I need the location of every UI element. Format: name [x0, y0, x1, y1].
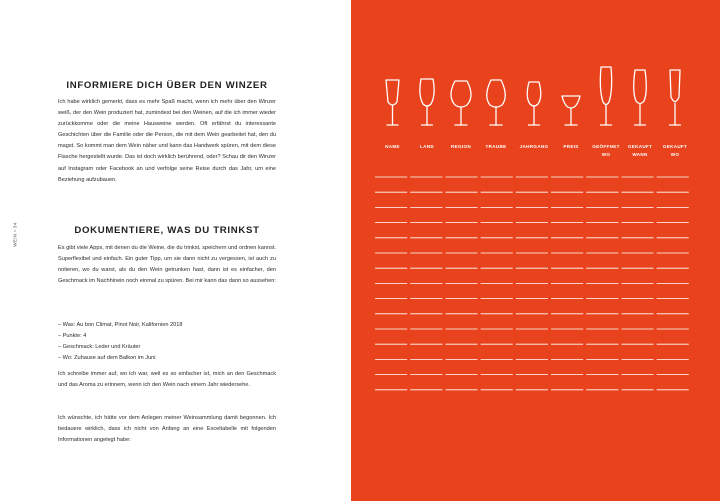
- section-winzer-heading: [58, 80, 276, 91]
- column-header: PREIS: [563, 144, 579, 149]
- right-page-wine-table: [351, 0, 720, 501]
- wine-note-example-list: [58, 320, 276, 364]
- column-header: TRAUBE: [485, 144, 507, 149]
- column-header: REGION: [451, 144, 471, 149]
- column-header: NAME: [385, 144, 400, 149]
- list-item: – Was: Au bon Climat, Pinot Noir, Kalifornien 2018: [58, 322, 183, 328]
- section-winzer-text: Ich habe wirklich gemerkt, dass es mehr Spaß macht, wenn ich mehr über den Winzer weiß, der den Wein produziert hat, zumindest bei den Weinen, auf die ich immer wieder zurückkomme oder die meine Hausweine werden. Oft erfährst du interessante Geschichten über die Familie oder die Person, die mit dem Wein gearbeitet hat, den du magst. So kommt man dem Wein näher und kann das Handwerk spüren, mit dem diese Flasche hergestellt wurde. Das ist doch wirklich berührend, oder? Schau dir den Winzer auf Instagram oder Facebook an und verfolge seine Reise durch das Jahr, um eine Beziehung aufzubauen.: [58, 99, 276, 183]
- section-dokumentiere-text-2: Ich schreibe immer auf, wo ich war, weil es so einfacher ist, mich an den Geschmack und das Aroma zu erinnern, wenn ich den Wein nach einem Jahr wiedersehe.: [58, 371, 276, 389]
- list-item: – Punkte: 4: [58, 333, 87, 340]
- wine-table-lines: [351, 0, 720, 501]
- column-header: LAND: [420, 144, 434, 149]
- column-header: GEKAUFT WO: [662, 144, 688, 157]
- column-header: JAHRGANG: [519, 144, 549, 149]
- section-dokumentiere-heading: [58, 225, 276, 236]
- list-item: – Geschmack: Leder und Kräuter: [58, 344, 141, 351]
- left-page: [0, 0, 351, 501]
- column-header: GEÖFFNET WO: [592, 144, 620, 157]
- list-item: – Wo: Zuhause auf dem Balkon im Juni: [58, 355, 156, 362]
- page-number-label: WEIN • 34: [12, 222, 18, 247]
- column-header: GEKAUFT WANN: [627, 144, 653, 157]
- section-winzer-title: INFORMIERE DICH ÜBER DEN WINZER: [66, 80, 268, 91]
- section-dokumentiere-title: DOKUMENTIERE, WAS DU TRINKST: [74, 225, 260, 236]
- section-dokumentiere-text-3: Ich wünschte, ich hätte vor dem Anlegen meiner Weinsammlung damit begonnen. Ich bedauere wirklich, dass ich nicht von Anfang an eine Exceltabelle mit folgenden Informationen angelegt habe:: [58, 415, 276, 444]
- section-dokumentiere-text: Es gibt viele Apps, mit denen du die Weine, die du trinkst, speichern und ordnen kannst. Superflexibel und einfach. Ein guter Tipp, um sie dann nicht zu vergessen, ist auch zu notieren, wo du warst, als du den Wein getrunken hast, dann ist es einfacher, den Geschmack im Nachhinein noch einmal zu spüren. Bei mir kann das dann so aussehen:: [58, 245, 276, 285]
